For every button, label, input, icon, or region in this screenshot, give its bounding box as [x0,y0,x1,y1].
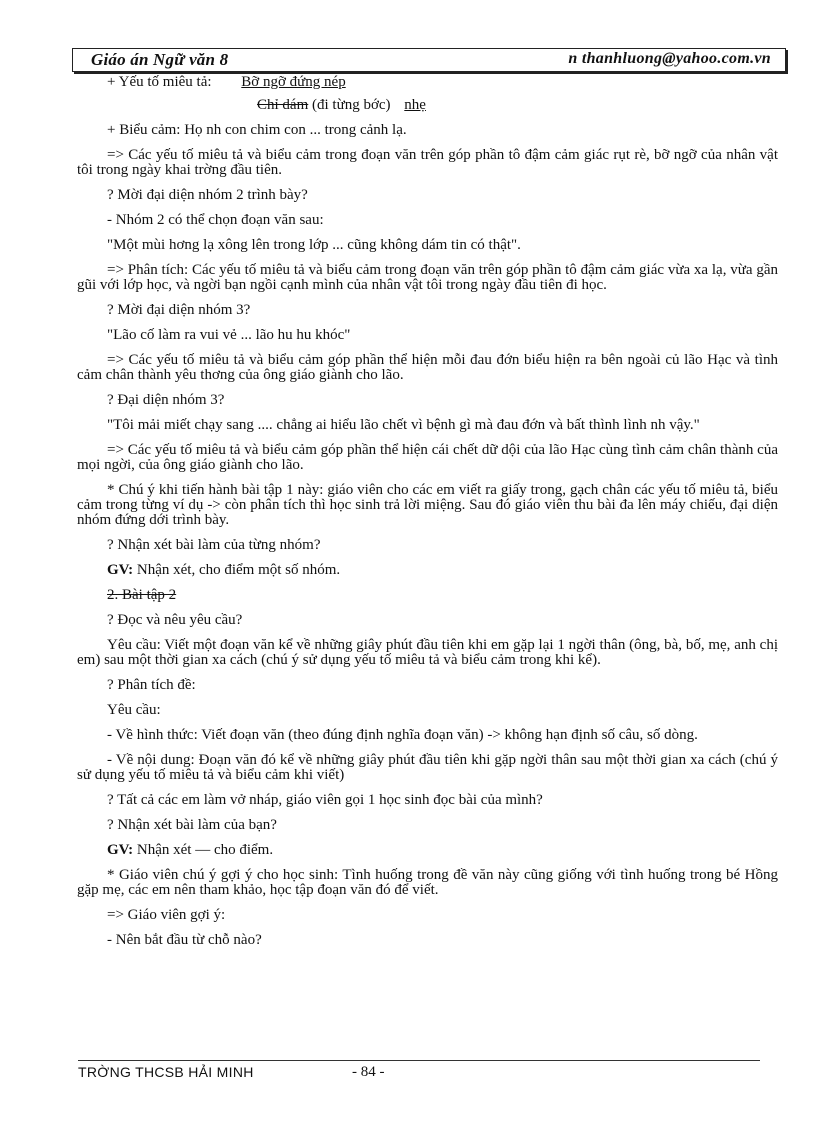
paragraph-4: => Phân tích: Các yếu tố miêu tả và biểu cảm trong đoạn văn trên góp phần tô đậm cảm giác vừa xa lạ, vừa gần gũi với lớp học, và ngời bạn ngồi cạnh mình của nhân vật tôi trong ngày đầu tiên đi học. [77,262,778,293]
note-1: * Chú ý khi tiến hành bài tập 1 này: giáo viên cho các em viết ra giấy trong, gạch chân các yếu tố miêu tả, biểu cảm trong từng ví dụ -> còn phân tích thì học sinh trả lời miệng. Sau đó giáo viên thu bài đa lên máy chiếu, đại diện nhóm đứng dới trình bày. [77,482,778,528]
paragraph-1: => Các yếu tố miêu tả và biểu cảm trong đoạn văn trên góp phần tô đậm cảm giác rụt rè, bỡ ngỡ của nhân vật tôi trong ngày khai trờng đầu tiên. [77,147,778,178]
paragraph-10: Yêu cầu: Viết một đoạn văn kể về những giây phút đầu tiên khi em gặp lại 1 ngời thân (ông, bà, bố, mẹ, anh chị em) sau một thời gian xa cách (chú ý sử dụng yếu tố miêu tả và biểu cảm trong khi kể). [77,637,778,668]
question-7: ? Tất cả các em làm vở nháp, giáo viên gọi 1 học sinh đọc bài của mình? [107,792,543,808]
document-body [77,71,778,948]
paragraph-2: - Nhóm 2 có thể chọn đoạn văn sau: [107,212,324,228]
paragraph-15: => Giáo viên gợi ý: [107,907,226,923]
question-2: ? Mời đại diện nhóm 3? [107,302,251,318]
paragraph-12: - Về hình thức: Viết đoạn văn (theo đúng định nghĩa đoạn văn) -> không hạn định số câu, số dòng. [107,727,698,743]
line-miêu-tả [107,75,778,90]
header-email: n thanhluong@yahoo.com.vn [568,50,771,67]
question-3: ? Đại diện nhóm 3? [107,392,225,408]
header-title: Giáo án Ngữ văn 8 [91,50,229,69]
paragraph-6: => Các yếu tố miêu tả và biểu cảm góp phần thể hiện mỗi đau đớn biểu hiện ra bên ngoài củ lão Hạc và tình cảm chân thành yêu thơng của ông giáo giành cho lão. [77,352,778,383]
line-chi-dam [107,98,778,113]
paragraph-16: - Nên bắt đầu từ chỗ nào? [107,932,262,948]
page-number: - 84 - [352,1064,385,1080]
nhe-phrase: nhẹ [404,97,426,113]
question-6: ? Phân tích đề: [107,677,196,693]
gv-comment-1 [107,563,778,578]
gv-text: Nhận xét, cho điểm một số nhóm. [133,562,341,578]
miêu-tả-phrase: Bỡ ngỡ đứng nép [241,74,346,90]
gv-label: GV: [107,562,134,578]
footer-school: TRỜNG THCSB HẢI MINH [78,1064,254,1080]
gv-text: Nhận xét — cho điểm. [133,842,274,858]
chi-dam-phrase: Chỉ dám [257,97,309,113]
note-2: * Giáo viên chú ý gợi ý cho học sinh: Tình huống trong đề văn này cũng giống với tình huống trong bé Hồng gặp mẹ, các em nên tham khảo, học tập đoạn văn đó để viết. [77,867,778,898]
footer-divider [78,1060,760,1061]
question-8: ? Nhận xét bài làm của bạn? [107,817,277,833]
question-4: ? Nhận xét bài làm của từng nhóm? [107,537,321,553]
paragraph-11: Yêu cầu: [107,702,161,718]
question-5: ? Đọc và nêu yêu cầu? [107,612,243,628]
paragraph-13: - Về nội dung: Đoạn văn đó kể về những giây phút đầu tiên khi gặp ngời thân sau một thời gian xa cách (chú ý sử dụng yếu tố miêu tả và biểu cảm khi viết) [77,752,778,783]
question-1: ? Mời đại diện nhóm 2 trình bày? [107,187,308,203]
gv-label: GV: [107,842,134,858]
quote-1: "Một mùi hơng lạ xông lên trong lớp ... cũng không dám tin có thật". [107,237,521,253]
quote-2: "Lão cố làm ra vui vẻ ... lão hu hu khóc" [107,327,351,343]
gv-comment-2 [107,843,778,858]
line-bieu-cam: + Biểu cảm: Họ nh con chim con ... trong cảnh lạ. [107,122,407,138]
section-heading-bai-tap-2: 2. Bài tập 2 [107,587,177,603]
page-header [72,48,786,72]
miêu-tả-label: + Yếu tố miêu tả: [107,74,212,90]
paragraph-8: => Các yếu tố miêu tả và biểu cảm góp phần thể hiện cái chết dữ dội của lão Hạc cùng tình cảm chân thành của mọi ngời, của ông giáo giành cho lão. [77,442,778,473]
quote-3: "Tôi mải miết chạy sang .... chẳng ai hiểu lão chết vì bệnh gì mà đau đớn và bất thình lình nh vậy." [107,417,700,433]
di-tung-boc: (đi từng bớc) [308,97,395,113]
